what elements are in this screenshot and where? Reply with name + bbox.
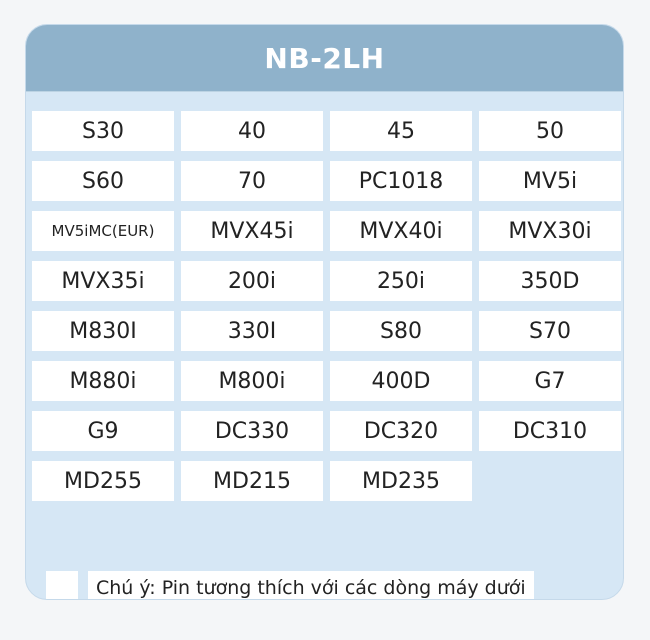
model-cell: M880i <box>32 361 174 401</box>
model-cell: 40 <box>181 111 323 151</box>
compatibility-card <box>25 24 624 600</box>
model-cell: MV5i <box>479 161 621 201</box>
model-cell: M830I <box>32 311 174 351</box>
note-marker <box>46 571 78 600</box>
model-cell: 200i <box>181 261 323 301</box>
note-text: Chú ý: Pin tương thích với các dòng máy dưới <box>88 571 534 600</box>
model-cell: DC330 <box>181 411 323 451</box>
model-cell: MD235 <box>330 461 472 501</box>
empty-cell <box>479 461 621 501</box>
model-cell: DC310 <box>479 411 621 451</box>
model-cell: DC320 <box>330 411 472 451</box>
model-cell: 50 <box>479 111 621 151</box>
model-cell: MVX30i <box>479 211 621 251</box>
model-cell: S70 <box>479 311 621 351</box>
compatible-models-grid <box>32 111 620 501</box>
compatibility-note <box>46 571 586 600</box>
model-cell: 350D <box>479 261 621 301</box>
battery-model-title: NB-2LH <box>264 41 385 75</box>
model-cell: 330I <box>181 311 323 351</box>
model-cell: MVX40i <box>330 211 472 251</box>
model-cell: PC1018 <box>330 161 472 201</box>
card-header <box>26 25 623 92</box>
model-cell: MVX45i <box>181 211 323 251</box>
model-cell: 45 <box>330 111 472 151</box>
model-cell: 400D <box>330 361 472 401</box>
model-cell: G7 <box>479 361 621 401</box>
model-cell: 70 <box>181 161 323 201</box>
model-cell: S60 <box>32 161 174 201</box>
model-cell: G9 <box>32 411 174 451</box>
model-cell: MV5iMC(EUR) <box>32 211 174 251</box>
model-cell: S30 <box>32 111 174 151</box>
model-cell: 250i <box>330 261 472 301</box>
model-cell: MVX35i <box>32 261 174 301</box>
model-cell: MD215 <box>181 461 323 501</box>
model-cell: MD255 <box>32 461 174 501</box>
model-cell: S80 <box>330 311 472 351</box>
model-cell: M800i <box>181 361 323 401</box>
